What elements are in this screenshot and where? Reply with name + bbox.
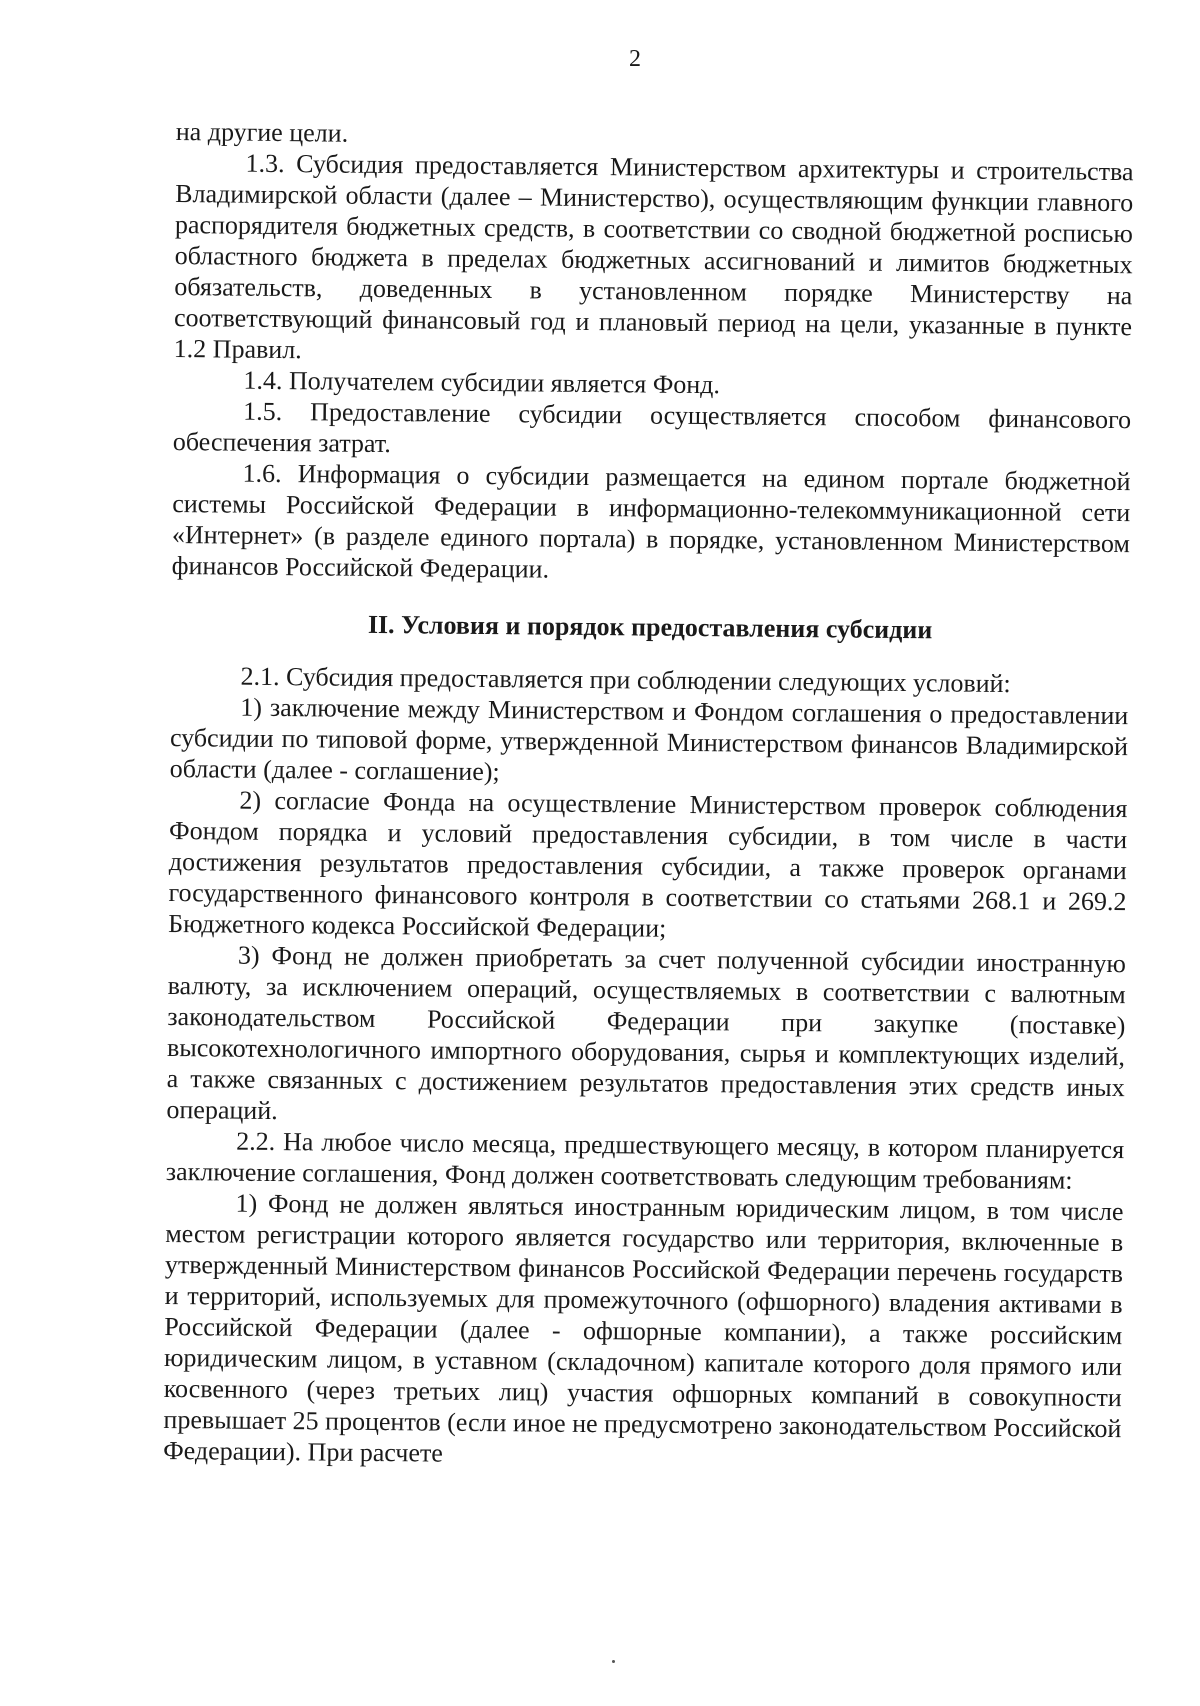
paragraph-1-5: 1.5. Предоставление субсидии осуществляется способом финансового обеспечения затрат.: [172, 396, 1132, 459]
paragraph-1-6: 1.6. Информация о субсидии размещается на едином портале бюджетной системы Российской Федерации в информационно-телекоммуникационной сети «Интернет» (в разделе единого портала) в порядке, установленном Министерством финансов Российской Федерации.: [171, 458, 1131, 584]
paragraph-2-1-item-2: 2) согласие Фонда на осуществление Министерством проверок соблюдения Фондом порядка и условий предоставления субсидии, в том числе в части достижения результатов предоставления субсидии, а также проверок органами государственного финансового контроля в соответствии со статьями 268.1 и 269.2 Бюджетного кодекса Российской Федерации;: [168, 785, 1128, 943]
paragraph-continuation: на другие цели.: [175, 116, 349, 148]
page-number: 2: [629, 46, 641, 72]
scan-speck: [612, 1660, 615, 1663]
paragraph-2-2-item-1: 1) Фонд не должен являться иностранным юридическим лицом, в том числе местом регистрации которого является государство или территория, включенные в утвержденный Министерством финансов Российской Федерации перечень государств и территорий, используемых для промежуточного (офшорного) владения активами в Российской Федерации (далее - офшорные компании), а также российским юридическим лицом, в уставном (складочном) капитале которого доля прямого или косвенного (через третьих лиц) участия офшорных компаний в совокупности превышает 25 процентов (если иное не предусмотрено законодательством Российской Федерации). При расчете: [163, 1188, 1124, 1468]
document-body: [163, 116, 1134, 1475]
paragraph-2-1-item-3: 3) Фонд не должен приобретать за счет полученной субсидии иностранную валюту, за исключением операций, осуществляемых в соответствии с валютным законодательством Российской Федерации при закупке (поставке) высокотехнологичного импортного оборудования, сырья и комплектующих изделий, а также связанных с достижением результатов предоставления этих средств иных операций.: [166, 940, 1127, 1126]
paragraph-2-1: 2.1. Субсидия предоставляется при соблюдении следующих условий:: [240, 661, 1011, 699]
paragraph-1-3: 1.3. Субсидия предоставляется Министерством архитектуры и строительства Владимирской области (далее – Министерство), осуществляющим функции главного распорядителя бюджетных средств, в соответствии со сводной бюджетной росписью областного бюджета в пределах бюджетных ассигнований и лимитов бюджетных обязательств, доведенных в установленном порядке Министерству на соответствующий финансовый год и плановый период на цели, указанные в пункте 1.2 Правил.: [173, 148, 1134, 365]
paragraph-2-2: 2.2. На любое число месяца, предшествующего месяцу, в котором планируется заключение соглашения, Фонд должен соответствовать следующим требованиям:: [165, 1126, 1125, 1195]
section-heading: II. Условия и порядок предоставления субсидии: [367, 609, 933, 645]
paragraph-2-1-item-1: 1) заключение между Министерством и Фондом соглашения о предоставлении субсидии по типовой форме, утвержденной Министерством финансов Владимирской области (далее - соглашение);: [169, 692, 1129, 787]
paragraph-1-4: 1.4. Получателем субсидии является Фонд.: [243, 365, 721, 400]
